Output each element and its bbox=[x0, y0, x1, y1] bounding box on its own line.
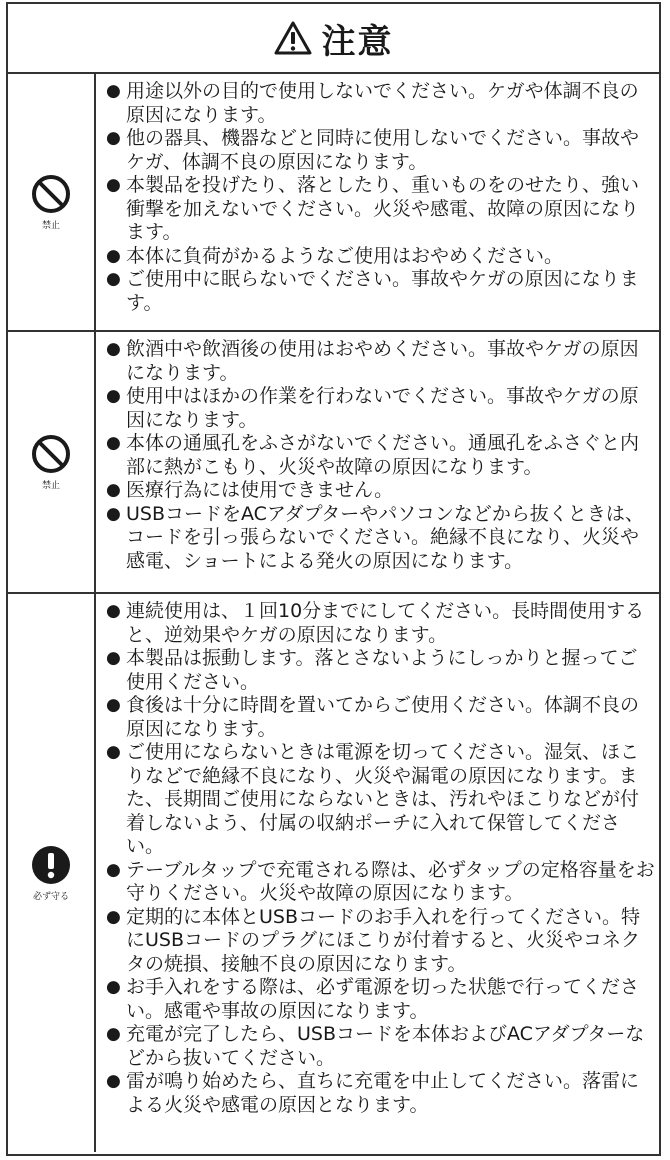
list-item: ● 定期的に本体とUSBコードのお手入れを行ってください。特にUSBコードのプラグにほこりが付着すると、火災やコネクタの焼損、接触不良の原因になります。 bbox=[106, 905, 641, 975]
section-text bbox=[96, 594, 659, 1152]
list-item: ● 用途以外の目的で使用しないでください。ケガや体調不良の原因になります。 bbox=[106, 80, 639, 126]
list-item: ● 雷が鳴り始めたら、直ちに充電を中止してください。落雷による火災や感電の原因となります。 bbox=[106, 1070, 640, 1116]
section-icon-cell bbox=[8, 332, 96, 592]
list-item: ● 医療行為には使用できません。 bbox=[106, 479, 394, 501]
section-icon-cell bbox=[8, 594, 96, 1152]
section-mandatory bbox=[8, 594, 659, 1152]
mandatory-exclamation-icon bbox=[31, 845, 71, 885]
list-item: ● 本製品は振動します。落とさないようにしっかりと握ってご使用ください。 bbox=[106, 647, 638, 693]
warning-triangle-icon bbox=[274, 21, 312, 55]
list-item: ● 本体の通風孔をふさがないでください。通風孔をふさぐと内部に熱がこもり、火災や故障の原因になります。 bbox=[106, 432, 640, 478]
icon-label: 禁止 bbox=[41, 220, 60, 231]
list-item: ● 食後は十分に時間を置いてからご使用ください。体調不良の原因になります。 bbox=[106, 694, 640, 740]
section-prohibited-1 bbox=[8, 74, 659, 332]
list-item: ● 飲酒中や飲酒後の使用はおやめください。事故やケガの原因になります。 bbox=[106, 338, 639, 384]
list-item: ● 使用中はほかの作業を行わないでください。事故やケガの原因になります。 bbox=[106, 385, 639, 431]
icon-label: 必ず守る bbox=[32, 891, 69, 902]
list-item: ● 本製品を投げたり、落としたり、重いものをのせたり、強い衝撃を加えないでください。火災や感電、故障の原因になります。 bbox=[106, 174, 640, 243]
list-item: ● ご使用中に眠らないでください。事故やケガの原因になります。 bbox=[106, 268, 639, 314]
section-icon-cell bbox=[8, 74, 96, 330]
list-item: ● 他の器具、機器などと同時に使用しないでください。事故やケガ、体調不良の原因になります。 bbox=[106, 127, 640, 173]
list-item: ● 本体に負荷がかるようなご使用はおやめください。 bbox=[106, 244, 564, 267]
list-item: ● 充電が完了したら、USBコードを本体およびACアダプターなどから抜いてください。 bbox=[106, 1023, 645, 1069]
icon-label: 禁止 bbox=[41, 480, 60, 491]
section-text bbox=[96, 74, 659, 330]
list-item: ● ご使用にならないときは電源を切ってください。湿気、ほこりなどで絶縁不良になり、火災や漏電の原因になります。また、長期間ご使用にならないときは、汚れやほこりなどが付着しないよう、付属の収納ポーチに入れて保管してください。 bbox=[106, 741, 640, 857]
prohibited-icon bbox=[31, 174, 71, 214]
prohibited-icon bbox=[31, 434, 71, 474]
list-item: ● 連続使用は、１回10分までにしてください。長時間使用すると、逆効果やケガの原因になります。 bbox=[106, 600, 645, 646]
caution-header bbox=[8, 4, 659, 74]
list-item: ● テーブルタップで充電される際は、必ずタップの定格容量をお守りください。火災や故障の原因になります。 bbox=[106, 858, 655, 904]
list-item: ● USBコードをACアダプターやパソコンなどから抜くときは、コードを引っ張らないでください。絶縁不良になり、火災や感電、ショートによる発火の原因になります。 bbox=[106, 502, 644, 572]
caution-table bbox=[6, 2, 661, 1156]
list-item: ● お手入れをする際は、必ず電源を切った状態で行ってください。感電や事故の原因になります。 bbox=[106, 976, 640, 1022]
caution-title: 注意 bbox=[321, 21, 394, 62]
section-text bbox=[96, 332, 659, 592]
section-prohibited-2 bbox=[8, 332, 659, 594]
